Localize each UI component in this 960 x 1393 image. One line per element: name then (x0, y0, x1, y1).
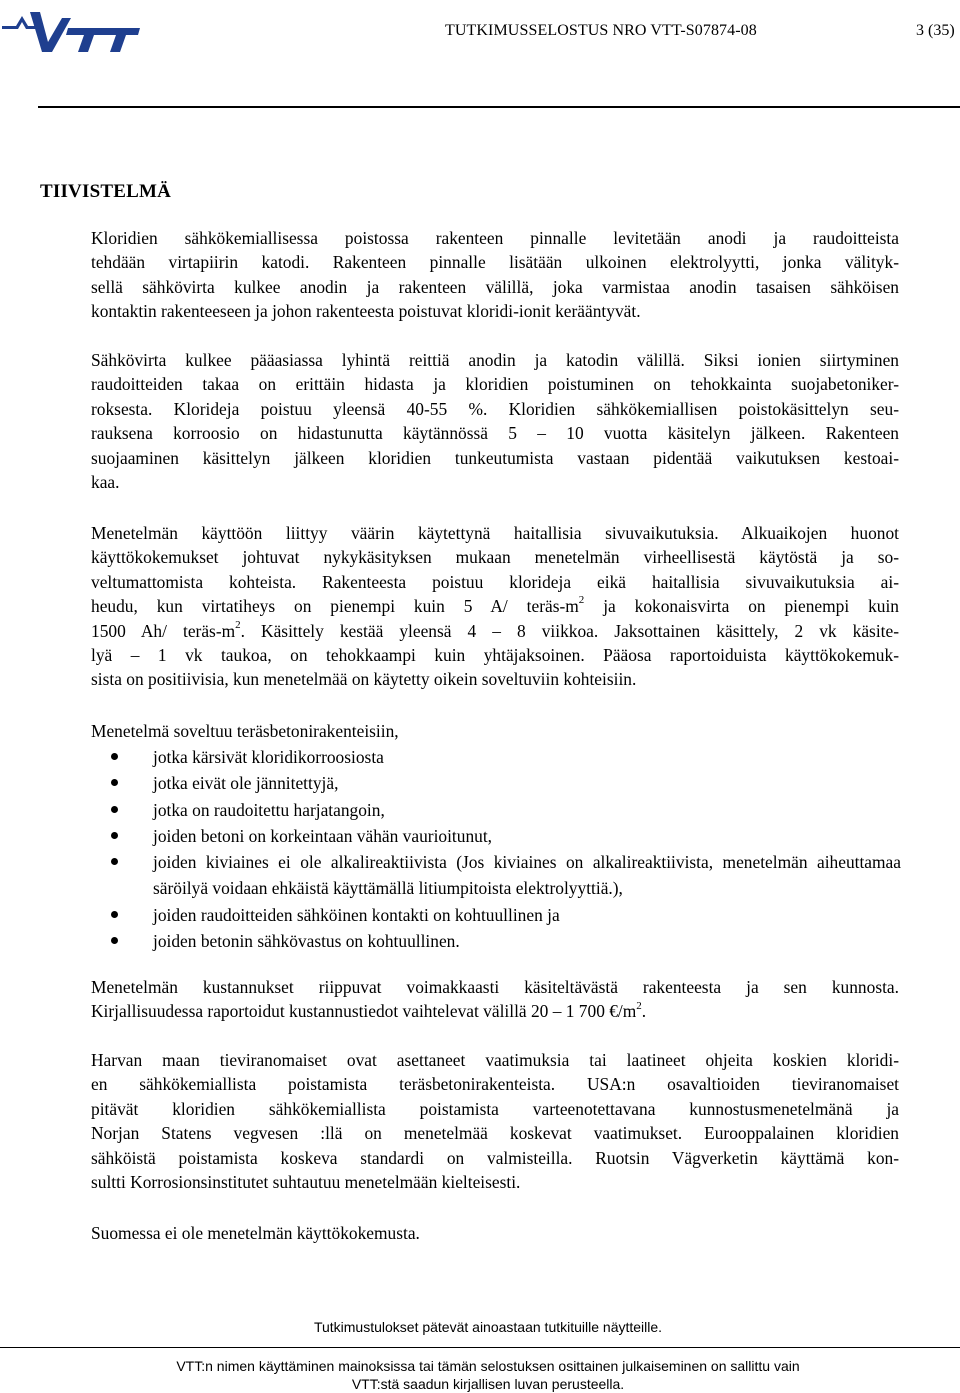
text-line: Menetelmä soveltuu teräsbetonirakenteisiin, (91, 721, 399, 741)
paragraph-2 (91, 348, 899, 494)
footer-legal-line: VTT:n nimen käyttäminen mainoksissa tai tämän selostuksen osittainen julkaiseminen on sallittu vain (176, 1358, 800, 1374)
list-item (91, 849, 901, 902)
list-item-text: jotka eivät ole jännitettyjä, (153, 773, 339, 794)
text-line: Menetelmän kustannukset riippuvat voimakkaasti käsiteltävästä rakenteesta ja sen kunnosta. (91, 977, 899, 997)
text-line: tehdään virtapiirin katodi. Rakenteen pinnalle lisätään ulkoinen elektrolyytti, jonka välityk- (91, 252, 899, 273)
text-fragment: Kirjallisuudessa raportoidut kustannustiedot vaihtelevat välillä 20 – 1 700 €/m (91, 1001, 637, 1022)
superscript: 2 (578, 594, 585, 607)
bullet-icon (111, 858, 118, 865)
text-line: Menetelmän käyttöön liittyy väärin käytettynä haitallisia sivuvaikutuksia. Alkuaikojen huonot (91, 523, 899, 543)
text-fragment: heudu, kun virtatiheys on pienempi kuin 5 A/ teräs-m (91, 596, 579, 617)
list-item (91, 928, 901, 954)
list-item (91, 823, 901, 849)
text-line: roksesta. Klorideja poistuu yleensä 40-55 %. Kloridien sähkökemiallisen poistokäsittelyn seu- (91, 398, 899, 419)
footer-legal (0, 1357, 960, 1393)
text-line: pitävät kloridien sähkökemiallista poistamista varteenotettavana kunnostusmenetelmänä ja (91, 1098, 899, 1119)
vtt-logo (2, 4, 140, 56)
paragraph-3 (91, 521, 899, 692)
text-line: veltumattomista kohteista. Rakenteesta poistuu klorideja eikä haitallisia sivuvaikutuksia ai- (91, 571, 899, 592)
text-line: Norjan Statens vegvesen :llä on menetelmää koskevat vaatimukset. Eurooppalainen kloridien (91, 1123, 899, 1144)
text-line: sista on positiivisia, kun menetelmää on käytetty oikein soveltuviin kohteisiin. (91, 669, 637, 690)
text-fragment: . Käsittely kestää yleensä 4 – 8 viikkoa. Jaksottainen käsittely, 2 vk käsite- (240, 620, 899, 641)
superscript: 2 (636, 999, 642, 1012)
list-item-text: joiden kiviaines ei ole alkalireaktiivista (Jos kiviaines on alkalireaktiivista, menetelmän aiheuttamaa säröilyä voidaan ehkäistä käyttämällä litiumpitoista elektrolyyttiä.), (153, 852, 901, 899)
list-item (91, 770, 901, 796)
paragraph-1 (91, 226, 899, 324)
list-item (91, 797, 901, 823)
text-line: sähköistä poistamista koskeva standardi on valmisteilla. Ruotsin Vägverketin käyttämä kon- (91, 1147, 899, 1168)
list-item-text: jotka on raudoitettu harjatangoin, (153, 799, 385, 820)
text-line: Suomessa ei ole menetelmän käyttökokemusta. (91, 1223, 420, 1243)
text-line: Kloridien sähkökemiallisessa poistossa rakenteen pinnalle levitetään anodi ja raudoitteista (91, 228, 899, 248)
text-line: Sähkövirta kulkee pääasiassa lyhintä reittiä anodin ja katodin välillä. Siksi ionien siirtyminen (91, 350, 899, 370)
text-line: Harvan maan tieviranomaiset ovat asettaneet vaatimuksia tai laatineet ohjeita koskien kloridi- (91, 1050, 899, 1070)
superscript: 2 (235, 618, 241, 631)
bullet-icon (111, 911, 118, 918)
bullet-icon (111, 937, 118, 944)
bullet-icon (111, 753, 118, 760)
text-line: kontaktin rakenteeseen ja johon rakenteesta poistuvat kloridi-ionit kerääntyvät. (91, 301, 641, 322)
list-item-text: jotka kärsivät kloridikorroosiosta (153, 747, 384, 767)
text-line: sultti Korrosionsinstitutet suhtautuu menetelmään kielteisesti. (91, 1172, 521, 1193)
page-number: 3 (35) (916, 22, 955, 39)
bullet-icon (111, 779, 118, 786)
text-line: en sähkökemiallista poistamista teräsbetonirakenteista. USA:n osavaltioiden tieviranomaiset (91, 1074, 899, 1095)
list-item-text: joiden betonin sähkövastus on kohtuullinen. (153, 931, 460, 952)
text-line: suojaaminen käsittelyn jälkeen kloridien tunkeutumista vastaan pidentää vaikutuksen kestoai- (91, 447, 899, 468)
text-line (91, 999, 899, 1023)
paragraph-6 (91, 1048, 899, 1194)
bullet-icon (111, 806, 118, 813)
text-fragment: ja kokonaisvirta on pienempi kuin (584, 596, 899, 617)
text-fragment: 1500 Ah/ teräs-m (91, 620, 236, 641)
report-title: TUTKIMUSSELOSTUS NRO VTT-S07874-08 (445, 22, 757, 39)
paragraph-5 (91, 975, 899, 1024)
text-line: käyttökokemukset johtuvat nykykäsityksen mukaan menetelmän virheellisestä käytöstä ja so- (91, 547, 899, 568)
bullet-list (91, 744, 901, 954)
text-line: lyä – 1 vk taukoa, on tehokkaampi kuin yhtäjaksoinen. Pääosa raportoiduista käyttökokemuk- (91, 645, 899, 666)
footer-legal-line: VTT:stä saadun kirjallisen luvan perusteella. (351, 1376, 625, 1392)
list-item (91, 902, 901, 928)
section-title: TIIVISTELMÄ (40, 181, 172, 202)
paragraph-7 (91, 1221, 899, 1245)
list-item-text: joiden betoni on korkeintaan vähän vaurioitunut, (153, 825, 493, 846)
footer-divider (0, 1347, 960, 1348)
list-item (91, 744, 901, 770)
list-item-text: joiden raudoitteiden sähköinen kontakti on kohtuullinen ja (153, 904, 560, 925)
footer-note: Tutkimustulokset pätevät ainoastaan tutkituille näytteille. (313, 1319, 663, 1335)
text-line: rauksena korroosio on hidastunutta käytännössä 5 – 10 vuotta käsitelyn jälkeen. Rakenteen (91, 423, 899, 444)
bullet-icon (111, 832, 118, 839)
text-line (91, 594, 899, 618)
text-line: sellä sähkövirta kulkee anodin ja rakenteen välillä, joka varmistaa anodin tasaisen sähköisen (91, 276, 899, 297)
paragraph-4-intro (91, 719, 899, 743)
text-fragment: . (641, 1001, 647, 1022)
text-line (91, 619, 899, 643)
text-line: kaa. (91, 472, 120, 493)
text-line: raudoitteiden takaa on erittäin hidasta ja kloridien poistuminen on tehokkainta suojabetoniker- (91, 374, 899, 395)
header-divider (38, 106, 960, 108)
